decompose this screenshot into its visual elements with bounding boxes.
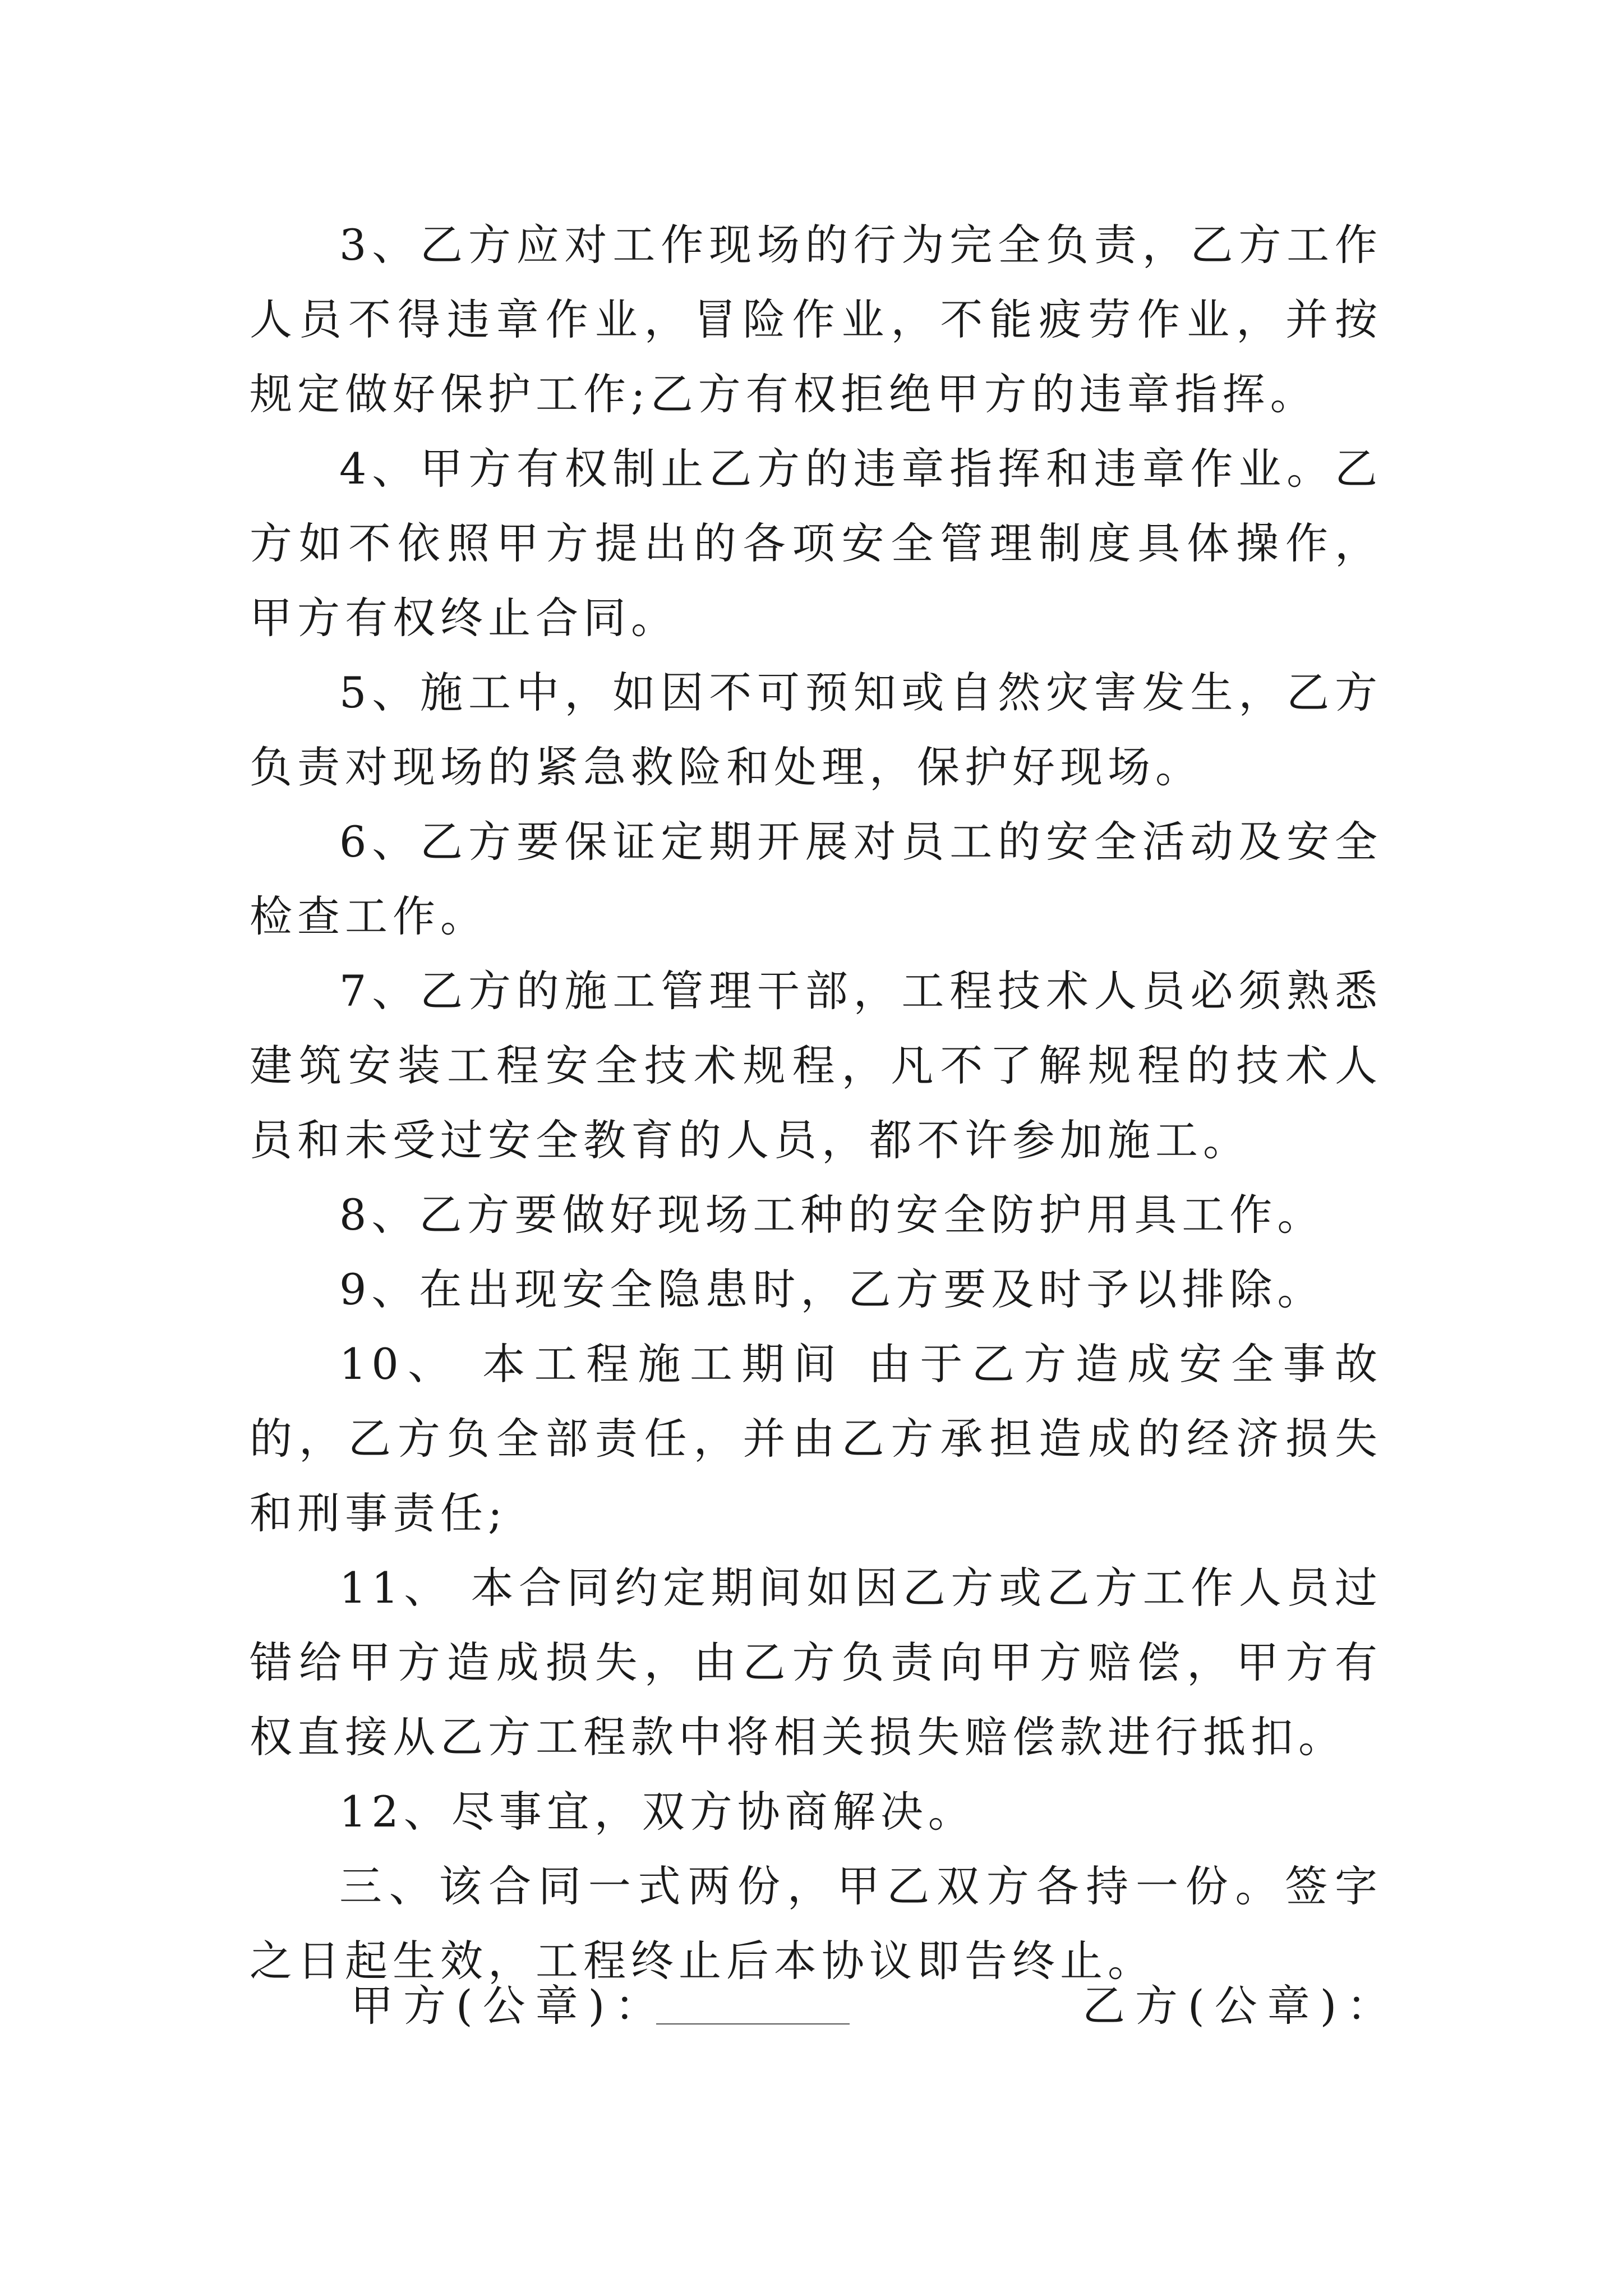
clause-7: 7、乙方的施工管理干部，工程技术人员必须熟悉建筑安装工程安全技术规程，凡不了解规程的技术人员和未受过安全教育的人员，都不许参加施工。 bbox=[250, 966, 1382, 1165]
clause-12: 12、尽事宜，双方协商解决。 bbox=[339, 1787, 976, 1837]
clause-9: 9、在出现安全隐患时，乙方要及时予以排除。 bbox=[339, 1264, 1325, 1314]
clause-11: 11、 本合同约定期间如因乙方或乙方工作人员过错给甲方造成损失，由乙方负责向甲方赔偿，甲方有权直接从乙方工程款中将相关损失赔偿款进行抵扣。 bbox=[250, 1563, 1382, 1762]
clause-4: 4、甲方有权制止乙方的违章指挥和违章作业。乙方如不依照甲方提出的各项安全管理制度具体操作，甲方有权终止合同。 bbox=[250, 444, 1382, 643]
party-a-signature-line bbox=[656, 2023, 850, 2024]
party-a-seal-label: 甲方(公章)： bbox=[351, 1981, 668, 2031]
signature-row bbox=[0, 1972, 1623, 2050]
party-b-seal-label: 乙方(公章)： bbox=[1082, 1981, 1400, 2031]
section-3-copies: 三、该合同一式两份，甲乙双方各持一份。签字之日起生效，工程终止后本协议即告终止。 bbox=[250, 1861, 1382, 1986]
clause-8: 8、乙方要做好现场工种的安全防护用具工作。 bbox=[339, 1190, 1325, 1240]
clause-10: 10、 本工程施工期间 由于乙方造成安全事故的，乙方负全部责任，并由乙方承担造成的经济损失和刑事责任; bbox=[250, 1339, 1382, 1538]
clause-5: 5、施工中，如因不可预知或自然灾害发生，乙方负责对现场的紧急救险和处理，保护好现场。 bbox=[250, 668, 1382, 792]
contract-body bbox=[250, 208, 1382, 1998]
clause-3: 3、乙方应对工作现场的行为完全负责，乙方工作人员不得违章作业，冒险作业，不能疲劳作业，并按规定做好保护工作;乙方有权拒绝甲方的违章指挥。 bbox=[250, 220, 1382, 419]
clause-6: 6、乙方要保证定期开展对员工的安全活动及安全检查工作。 bbox=[250, 817, 1382, 941]
